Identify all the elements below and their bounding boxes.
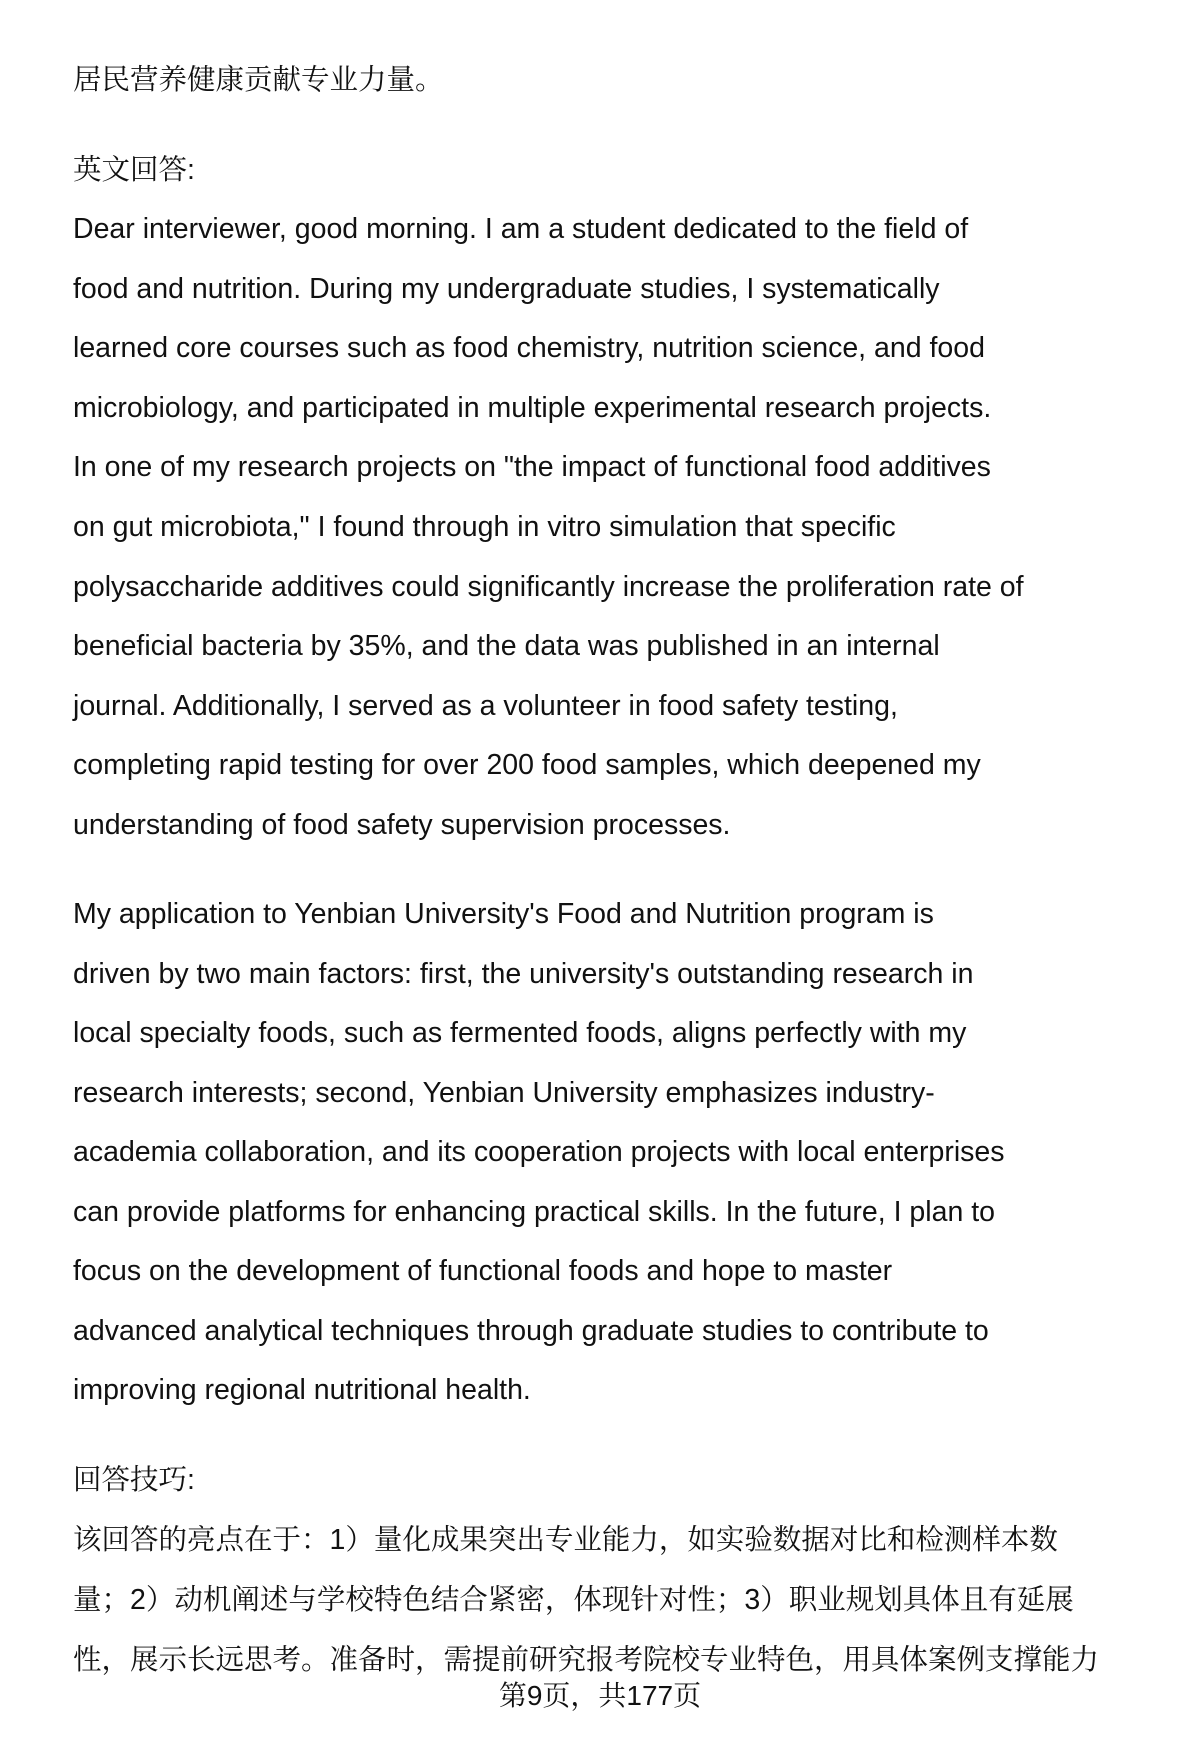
tips-heading: 回答技巧: [73, 1464, 195, 1496]
text-line: 量；2）动机阐述与学校特色结合紧密，体现针对性；3）职业规划具体且有延展 [73, 1584, 1074, 1616]
text-line: learned core courses such as food chemistry, nutrition science, and food [73, 332, 985, 365]
text-line: Dear interviewer, good morning. I am a student dedicated to the field of [73, 213, 969, 245]
text-line: beneficial bacteria by 35%, and the data was published in an internal [73, 630, 940, 663]
text-line: My application to Yenbian University's Food and Nutrition program is [73, 898, 934, 930]
page-footer: 第9页，共177页 [498, 1680, 702, 1711]
text-line: improving regional nutritional health. [73, 1374, 531, 1406]
text-line: local specialty foods, such as fermented foods, aligns perfectly with my [73, 1017, 967, 1049]
text-line: polysaccharide additives could significantly increase the proliferation rate of [73, 570, 1024, 603]
text-line: driven by two main factors: first, the university's outstanding research in [73, 957, 974, 990]
text-line: focus on the development of functional foods and hope to master [73, 1255, 893, 1287]
text-line: research interests; second, Yenbian University emphasizes industry- [73, 1076, 935, 1109]
text-line: on gut microbiota," I found through in vitro simulation that specific [73, 511, 896, 543]
text-line: completing rapid testing for over 200 food samples, which deepened my [73, 749, 981, 782]
text-line: journal. Additionally, I served as a volunteer in food safety testing, [73, 689, 898, 722]
text-line: advanced analytical techniques through graduate studies to contribute to [73, 1314, 989, 1347]
english-answer-heading: 英文回答: [73, 154, 195, 186]
text-line: can provide platforms for enhancing practical skills. In the future, I plan to [73, 1195, 995, 1228]
text-line: 该回答的亮点在于：1）量化成果突出专业能力，如实验数据对比和检测样本数 [73, 1524, 1058, 1556]
text-line: understanding of food safety supervision processes. [73, 809, 731, 841]
text-line: academia collaboration, and its cooperation projects with local enterprises [73, 1136, 1005, 1168]
text-line: In one of my research projects on "the impact of functional food additives [73, 451, 991, 484]
text-line: microbiology, and participated in multiple experimental research projects. [73, 391, 992, 424]
text-line: food and nutrition. During my undergraduate studies, I systematically [73, 272, 940, 305]
text-line: 性，展示长远思考。准备时，需提前研究报考院校专业特色，用具体案例支撑能力 [73, 1644, 1100, 1676]
intro-tail-text: 居民营养健康贡献专业力量。 [73, 64, 444, 96]
